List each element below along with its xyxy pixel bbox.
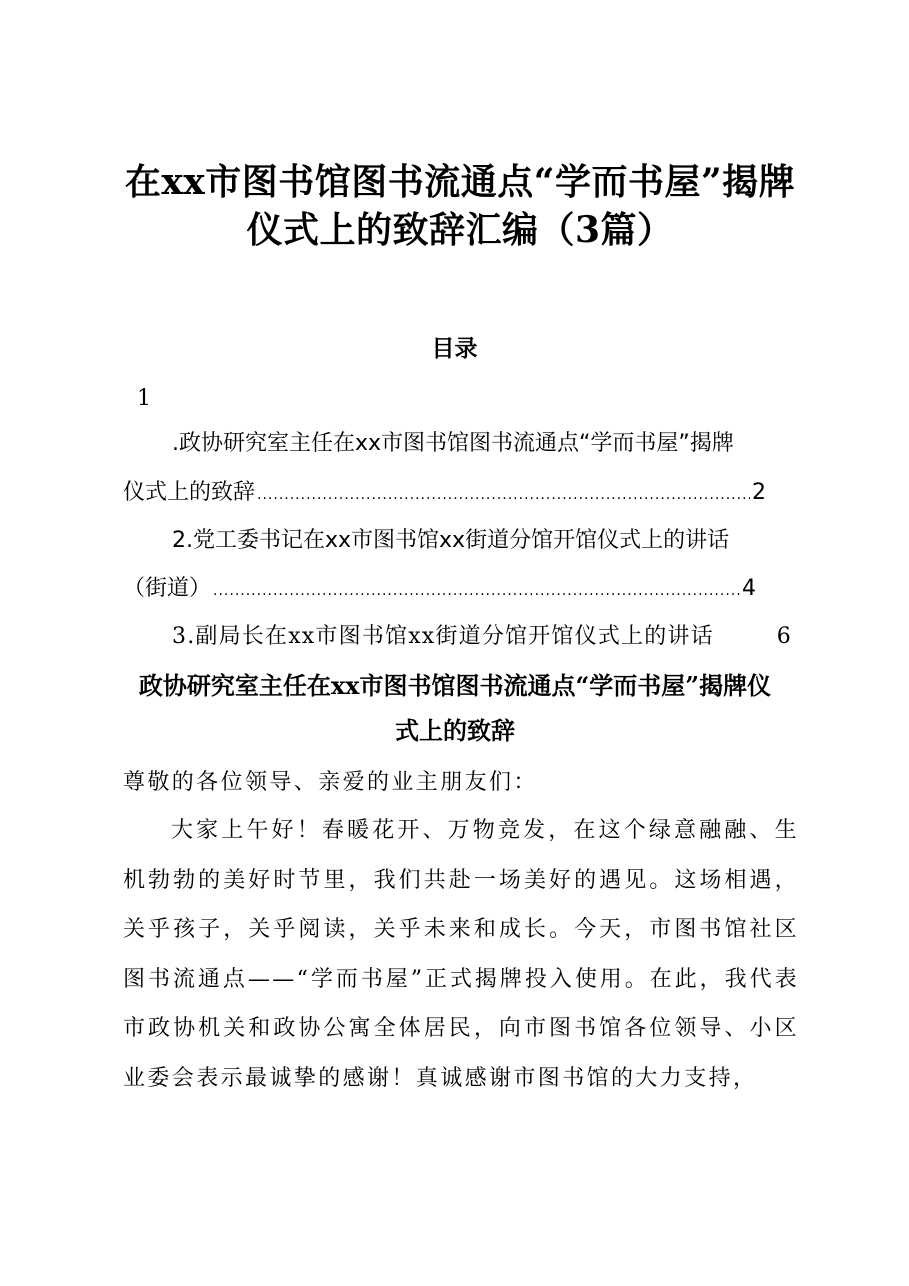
section-title-line-2: 式上的致辞 — [395, 716, 515, 745]
toc-heading: 目录 — [431, 335, 478, 362]
toc-item-1-line-1[interactable]: .政协研究室主任在xx市图书馆图书流通点“学而书屋”揭牌 — [172, 431, 734, 456]
toc-item-2-line-1[interactable]: 2.党工委书记在xx市图书馆xx街道分馆开馆仪式上的讲话 — [172, 528, 730, 553]
speech-paragraph-1: 大家上午好！春暖花开、万物竞发，在这个绿意融融、生机勃勃的美好时节里，我们共赴一场美好的遇见。这场相遇，关乎孩子，关乎阅读，关乎未来和成长。今天，市图书馆社区图书流通点——“学而书屋”正式揭牌投入使用。在此，我代表市政协机关和政协公寓全体居民，向市图书馆各位领导、小区业委会表示最诚挚的感谢！真诚感谢市图书馆的大力支持， — [123, 818, 799, 1091]
toc-item-1-title-end: 仪式上的致辞 — [123, 480, 256, 505]
section-title-line-1: 政协研究室主任在xx市图书馆图书流通点“学而书屋”揭牌仪 — [138, 671, 772, 700]
document-title-line-1: 在xx市图书馆图书流通点“学而书屋”揭牌 — [124, 161, 796, 203]
toc-item-2-page: 4 — [742, 576, 756, 601]
toc-dot-leader — [257, 479, 750, 511]
toc-item-3-title: 3.副局长在xx市图书馆xx街道分馆开馆仪式上的讲话 — [172, 624, 714, 649]
toc-dot-leader — [213, 575, 740, 607]
toc-item-1-number: 1 — [137, 386, 151, 411]
toc-item-2-line-2[interactable] — [123, 573, 756, 607]
toc-item-1-line-2[interactable] — [123, 477, 766, 511]
toc-item-2-title-end: （街道） — [123, 576, 212, 601]
toc-item-3-page: 6 — [776, 624, 792, 649]
toc-item-3[interactable] — [172, 621, 792, 653]
document-title-line-2: 仪式上的致辞汇编（3篇） — [246, 209, 674, 251]
speech-greeting: 尊敬的各位领导、亲爱的业主朋友们： — [123, 770, 538, 795]
toc-item-1-page: 2 — [752, 480, 766, 505]
